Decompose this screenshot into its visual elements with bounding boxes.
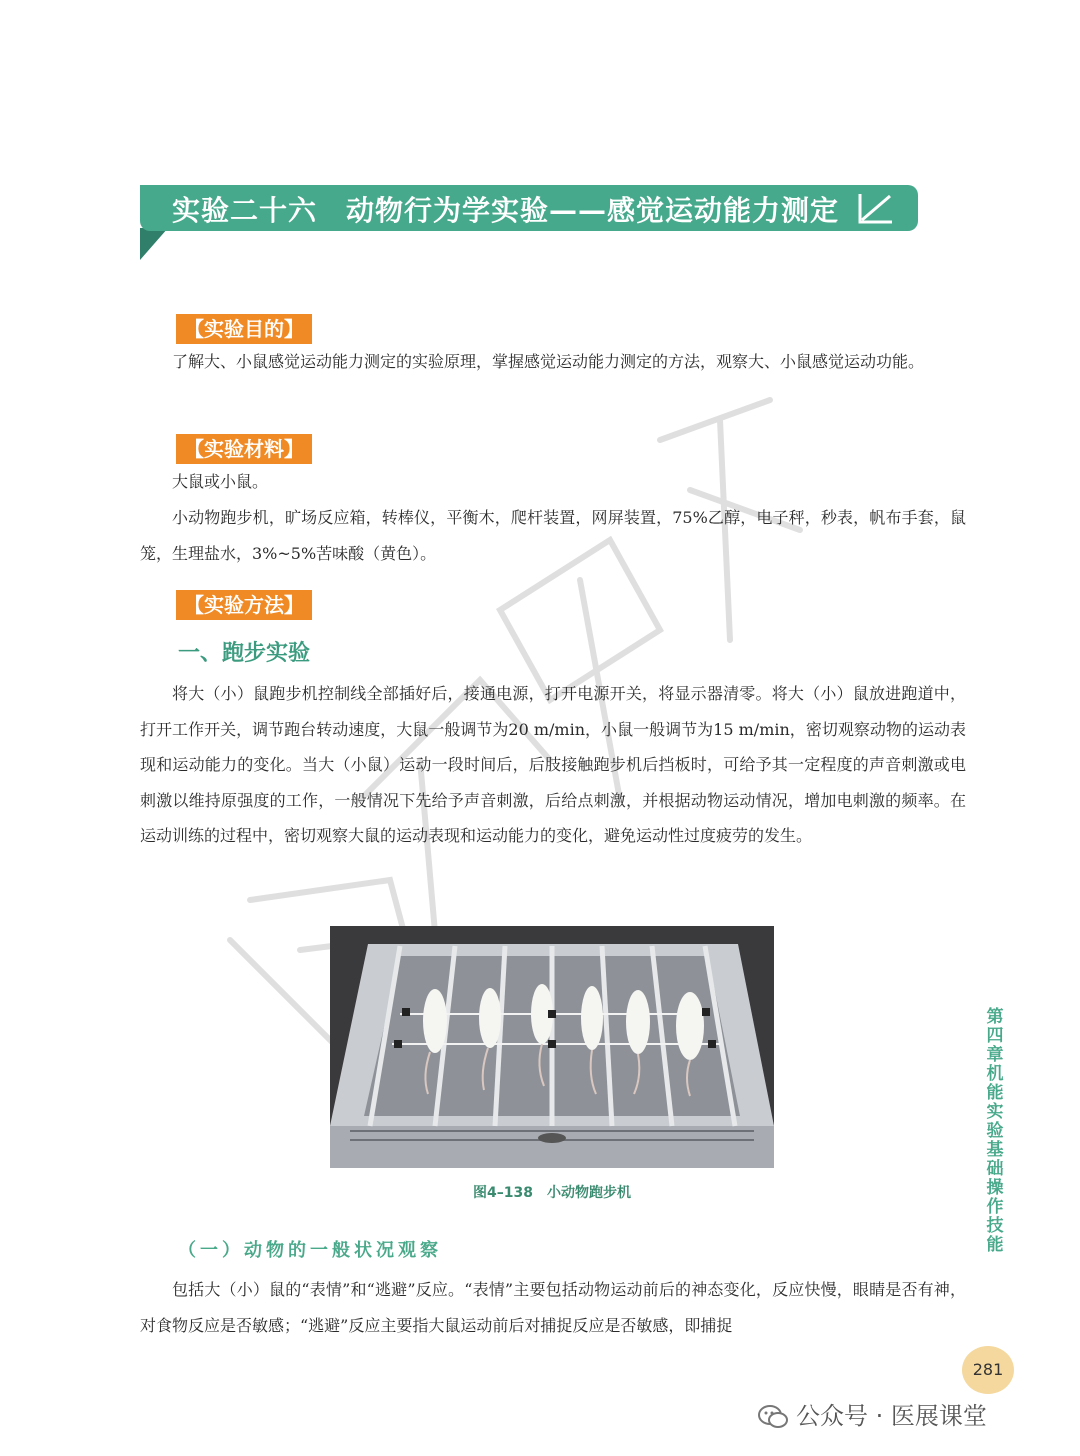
- materials-line-2: 小动物跑步机，旷场反应箱，转棒仪，平衡木，爬杆装置，网屏装置，75%乙醇，电子秤，秒表，帆布手套，鼠笼，生理盐水，3%~5%苦味酸（黄色）。: [140, 508, 966, 563]
- subsection-title: （一）动物的一般状况观察: [178, 1240, 442, 1261]
- section-label-method: 【实验方法】: [176, 590, 312, 620]
- section-label-materials: 【实验材料】: [176, 434, 312, 464]
- page-title: 实验二十六 动物行为学实验——感觉运动能力测定: [172, 194, 840, 227]
- purpose-text: 了解大、小鼠感觉运动能力测定的实验原理，掌握感觉运动能力测定的方法，观察大、小鼠感觉运动功能。: [172, 352, 925, 371]
- method-paragraph: 将大（小）鼠跑步机控制线全部插好后，接通电源，打开电源开关，将显示器清零。将大（小）鼠放进跑道中，打开工作开关，调节跑台转动速度，大鼠一般调节为20 m/min，小鼠一般调节为15 m/min，密切观察动物的运动表现和运动能力的变化。当大（小鼠）运动一段时间后，后肢接触跑步机后挡板时，可给予其一定程度的声音刺激或电刺激以维持原强度的工作，一般情况下先给予声音刺激，后给点刺激，并根据动物运动情况，增加电刺激的频率。在运动训练的过程中，密切观察大鼠的运动表现和运动能力的变化，避免运动性过度疲劳的发生。: [140, 684, 966, 845]
- method-subheading: 一、跑步实验: [178, 641, 311, 666]
- subsection-text: 包括大（小）鼠的“表情”和“逃避”反应。“表情”主要包括动物运动前后的神态变化，反应快慢，眼睛是否有神，对食物反应是否敏感；“逃避”反应主要指大鼠运动前后对捕捉反应是否敏感，即捕捉: [140, 1280, 966, 1335]
- footer-brand-text: 公众号 · 医展课堂: [796, 1402, 987, 1430]
- page-number: 281: [962, 1346, 1014, 1394]
- wechat-icon: [758, 1404, 788, 1430]
- figure-caption: 图4–138 小动物跑步机: [473, 1185, 631, 1201]
- footer-brand: [758, 1396, 987, 1431]
- chapter-side-label: 第四章 机能实验基础操作技能: [986, 1007, 1004, 1255]
- treadmill-photo: [330, 926, 774, 1168]
- banner-fold: [140, 228, 168, 260]
- corner-arrow-icon: [856, 190, 896, 226]
- section-label-purpose: 【实验目的】: [176, 314, 312, 344]
- materials-line-1: 大鼠或小鼠。: [172, 472, 269, 491]
